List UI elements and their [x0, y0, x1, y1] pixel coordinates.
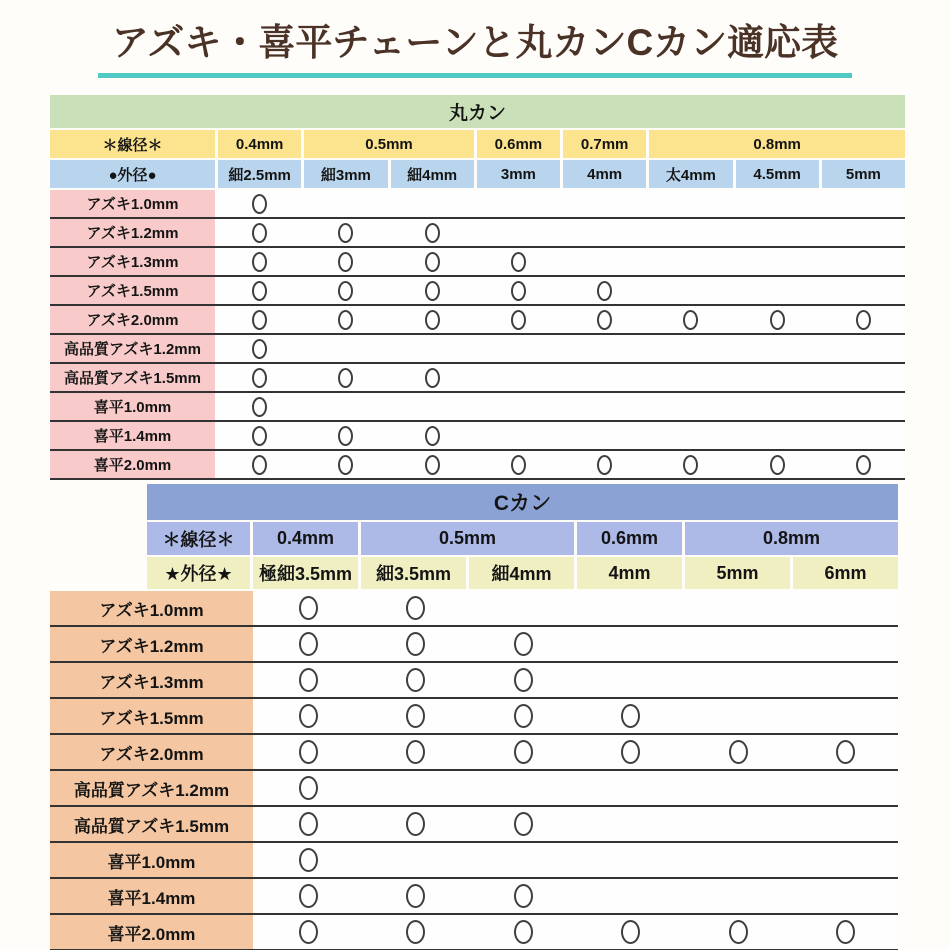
c-kan-compat-cell: [686, 735, 791, 769]
maru-kan-chain-row: [50, 248, 905, 277]
c-kan-chain-row: [50, 807, 898, 843]
circle-mark: [511, 281, 526, 301]
maru-kan-compat-cell: [391, 190, 474, 217]
circle-mark: [252, 397, 267, 417]
circle-mark: [729, 920, 748, 944]
c-kan-wire-size-cell: 0.6mm: [577, 522, 682, 555]
maru-kan-compat-cell: [563, 364, 646, 391]
c-kan-compat-cell: [686, 771, 791, 805]
c-kan-chain-row: [50, 663, 898, 699]
maru-kan-chain-row: [50, 422, 905, 451]
circle-mark: [338, 368, 353, 388]
maru-kan-compat-cell: [822, 219, 905, 246]
c-kan-compat-cell: [471, 807, 576, 841]
c-kan-compat-cell: [579, 879, 684, 913]
c-kan-compat-cell: [471, 663, 576, 697]
maru-kan-compat-cell: [736, 422, 819, 449]
maru-kan-outer-size-cell: 細2.5mm: [218, 160, 301, 188]
maru-kan-compat-cell: [563, 422, 646, 449]
circle-mark: [425, 455, 440, 475]
c-kan-chain-row: [50, 915, 898, 950]
c-kan-compat-cell: [579, 843, 684, 877]
c-kan-chain-label: 喜平1.4mm: [50, 879, 253, 913]
maru-kan-outer-size-cell: 4mm: [563, 160, 646, 188]
maru-kan-outer-size-cell: 太4mm: [649, 160, 732, 188]
maru-kan-compat-cell: [218, 277, 301, 304]
c-kan-wire-size-cell: 0.8mm: [685, 522, 898, 555]
maru-kan-compat-cell: [649, 393, 732, 420]
c-kan-outer-diameter-row: [147, 557, 898, 589]
maru-kan-wire-size-cell: 0.8mm: [649, 130, 905, 158]
maru-kan-chain-row: [50, 190, 905, 219]
c-kan-chain-label: 喜平1.0mm: [50, 843, 253, 877]
maru-kan-chain-label: アズキ2.0mm: [50, 306, 215, 333]
maru-kan-compat-cell: [736, 248, 819, 275]
circle-mark: [252, 310, 267, 330]
c-kan-compat-cell: [471, 915, 576, 949]
maru-kan-wire-diameter-row: [50, 130, 905, 158]
c-kan-chain-row: [50, 771, 898, 807]
maru-kan-chain-row: [50, 306, 905, 335]
maru-kan-wire-size-cell: 0.4mm: [218, 130, 301, 158]
maru-kan-compat-cell: [304, 277, 387, 304]
c-kan-chain-row: [50, 699, 898, 735]
c-kan-compat-cell: [579, 735, 684, 769]
page-title: アズキ・喜平チェーンと丸カンCカン適応表: [98, 12, 852, 78]
c-kan-compat-cell: [364, 807, 469, 841]
maru-kan-compat-cell: [218, 248, 301, 275]
circle-mark: [425, 368, 440, 388]
maru-kan-compat-cell: [304, 219, 387, 246]
maru-kan-compat-cell: [304, 422, 387, 449]
maru-kan-compat-cell: [218, 306, 301, 333]
maru-kan-compat-cell: [822, 306, 905, 333]
c-kan-compat-cell: [471, 591, 576, 625]
maru-kan-compat-cell: [304, 451, 387, 478]
c-kan-compat-cell: [579, 771, 684, 805]
circle-mark: [425, 252, 440, 272]
c-kan-compat-cell: [256, 915, 361, 949]
maru-kan-compat-cell: [649, 335, 732, 362]
c-kan-chain-row: [50, 591, 898, 627]
title-wrap: [0, 12, 950, 78]
maru-kan-compat-cell: [218, 422, 301, 449]
maru-kan-chain-row: [50, 393, 905, 422]
maru-kan-compat-cell: [304, 335, 387, 362]
maru-kan-outer-diameter-row: [50, 160, 905, 188]
circle-mark: [406, 668, 425, 692]
maru-kan-compat-cell: [304, 393, 387, 420]
c-kan-compat-cell: [364, 591, 469, 625]
c-kan-compat-cell: [794, 699, 899, 733]
circle-mark: [252, 455, 267, 475]
circle-mark: [252, 339, 267, 359]
maru-kan-compat-cell: [218, 393, 301, 420]
maru-kan-chain-label: アズキ1.2mm: [50, 219, 215, 246]
circle-mark: [511, 252, 526, 272]
c-kan-compat-cell: [256, 699, 361, 733]
circle-mark: [299, 812, 318, 836]
maru-kan-chain-row: [50, 277, 905, 306]
maru-kan-compat-cell: [477, 451, 560, 478]
circle-mark: [597, 281, 612, 301]
c-kan-compat-cell: [256, 843, 361, 877]
c-kan-compat-cell: [579, 663, 684, 697]
maru-kan-chain-row: [50, 335, 905, 364]
circle-mark: [770, 455, 785, 475]
maru-kan-compat-cell: [649, 306, 732, 333]
c-kan-wire-size-cell: 0.5mm: [361, 522, 574, 555]
c-kan-chain-label: 喜平2.0mm: [50, 915, 253, 949]
maru-kan-compat-cell: [563, 451, 646, 478]
c-kan-compat-cell: [256, 627, 361, 661]
circle-mark: [299, 596, 318, 620]
maru-kan-compat-cell: [391, 422, 474, 449]
maru-kan-compat-cell: [822, 277, 905, 304]
maru-kan-compat-cell: [218, 364, 301, 391]
maru-kan-compat-cell: [649, 219, 732, 246]
circle-mark: [252, 194, 267, 214]
maru-kan-compat-cell: [563, 335, 646, 362]
c-kan-compat-cell: [794, 663, 899, 697]
circle-mark: [425, 310, 440, 330]
maru-kan-compat-cell: [477, 248, 560, 275]
c-kan-wire-diameter-label: ＊線径＊: [147, 522, 250, 555]
c-kan-compat-cell: [471, 879, 576, 913]
c-kan-compat-cell: [579, 699, 684, 733]
c-kan-chain-label: アズキ1.5mm: [50, 699, 253, 733]
c-kan-compat-cell: [364, 843, 469, 877]
c-kan-compat-cell: [471, 627, 576, 661]
c-kan-outer-size-cell: 6mm: [793, 557, 898, 589]
maru-kan-chain-label: 喜平1.0mm: [50, 393, 215, 420]
maru-kan-wire-size-cell: 0.5mm: [304, 130, 474, 158]
c-kan-table-title: Cカン: [147, 484, 898, 520]
c-kan-chain-row: [50, 735, 898, 771]
circle-mark: [299, 632, 318, 656]
c-kan-compat-cell: [364, 879, 469, 913]
c-kan-compat-cell: [364, 627, 469, 661]
maru-kan-outer-size-cell: 4.5mm: [736, 160, 819, 188]
circle-mark: [856, 455, 871, 475]
circle-mark: [338, 310, 353, 330]
c-kan-wire-diameter-row: [147, 522, 898, 555]
c-kan-compat-cell: [579, 915, 684, 949]
c-kan-compat-cell: [794, 879, 899, 913]
maru-kan-compat-cell: [822, 364, 905, 391]
maru-kan-compat-cell: [563, 219, 646, 246]
c-kan-compat-cell: [364, 735, 469, 769]
circle-mark: [252, 426, 267, 446]
maru-kan-compat-cell: [477, 364, 560, 391]
c-kan-compat-cell: [794, 771, 899, 805]
maru-kan-compat-cell: [736, 277, 819, 304]
maru-kan-compat-cell: [477, 393, 560, 420]
maru-kan-compat-cell: [218, 219, 301, 246]
maru-kan-compat-cell: [391, 364, 474, 391]
c-kan-compat-cell: [794, 843, 899, 877]
maru-kan-table-title: 丸カン: [50, 95, 905, 128]
circle-mark: [425, 426, 440, 446]
maru-kan-compat-cell: [477, 277, 560, 304]
circle-mark: [406, 632, 425, 656]
circle-mark: [406, 812, 425, 836]
circle-mark: [836, 740, 855, 764]
c-kan-header-block: [147, 484, 898, 589]
c-kan-compat-cell: [579, 807, 684, 841]
maru-kan-chain-row: [50, 219, 905, 248]
circle-mark: [729, 740, 748, 764]
circle-mark: [514, 632, 533, 656]
c-kan-compat-cell: [686, 843, 791, 877]
circle-mark: [836, 920, 855, 944]
maru-kan-compat-cell: [391, 451, 474, 478]
circle-mark: [299, 740, 318, 764]
circle-mark: [406, 884, 425, 908]
maru-kan-wire-diameter-label: ＊線径＊: [50, 130, 215, 158]
c-kan-chain-label: アズキ1.2mm: [50, 627, 253, 661]
c-kan-compat-cell: [686, 807, 791, 841]
maru-kan-compat-cell: [563, 248, 646, 275]
c-kan-table-body: [50, 591, 898, 950]
maru-kan-wire-size-cell: 0.6mm: [477, 130, 560, 158]
maru-kan-compat-cell: [304, 306, 387, 333]
c-kan-outer-size-cell: 極細3.5mm: [253, 557, 358, 589]
circle-mark: [252, 252, 267, 272]
circle-mark: [299, 704, 318, 728]
circle-mark: [299, 848, 318, 872]
c-kan-outer-size-cell: 細3.5mm: [361, 557, 466, 589]
maru-kan-chain-label: 喜平1.4mm: [50, 422, 215, 449]
circle-mark: [514, 704, 533, 728]
maru-kan-compat-cell: [391, 393, 474, 420]
c-kan-compat-cell: [256, 807, 361, 841]
maru-kan-table-body: [50, 190, 905, 480]
circle-mark: [511, 455, 526, 475]
maru-kan-compat-cell: [736, 364, 819, 391]
c-kan-compat-cell: [686, 591, 791, 625]
c-kan-compat-cell: [364, 663, 469, 697]
maru-kan-compat-cell: [822, 248, 905, 275]
c-kan-compat-cell: [364, 915, 469, 949]
maru-kan-compat-cell: [736, 306, 819, 333]
maru-kan-compat-cell: [649, 422, 732, 449]
maru-kan-compat-cell: [391, 306, 474, 333]
maru-kan-compat-cell: [563, 306, 646, 333]
c-kan-compat-cell: [471, 843, 576, 877]
maru-kan-chain-row: [50, 451, 905, 480]
circle-mark: [299, 920, 318, 944]
c-kan-compat-cell: [256, 591, 361, 625]
circle-mark: [252, 281, 267, 301]
maru-kan-compat-cell: [477, 219, 560, 246]
maru-kan-compat-cell: [822, 451, 905, 478]
maru-kan-wire-size-cell: 0.7mm: [563, 130, 646, 158]
c-kan-chain-row: [50, 879, 898, 915]
maru-kan-compat-cell: [736, 190, 819, 217]
c-kan-chain-row: [50, 843, 898, 879]
c-kan-compat-cell: [794, 735, 899, 769]
circle-mark: [856, 310, 871, 330]
maru-kan-outer-size-cell: 細4mm: [391, 160, 474, 188]
maru-kan-compat-cell: [304, 364, 387, 391]
c-kan-compat-cell: [794, 915, 899, 949]
maru-kan-compat-cell: [736, 219, 819, 246]
maru-kan-compat-cell: [391, 219, 474, 246]
maru-kan-chain-label: アズキ1.3mm: [50, 248, 215, 275]
maru-kan-chain-label: 高品質アズキ1.2mm: [50, 335, 215, 362]
c-kan-compat-cell: [686, 699, 791, 733]
c-kan-compat-cell: [686, 879, 791, 913]
c-kan-chain-label: アズキ1.3mm: [50, 663, 253, 697]
maru-kan-compat-cell: [649, 364, 732, 391]
circle-mark: [514, 812, 533, 836]
circle-mark: [338, 426, 353, 446]
circle-mark: [299, 776, 318, 800]
maru-kan-outer-size-cell: 3mm: [477, 160, 560, 188]
maru-kan-compat-cell: [736, 393, 819, 420]
c-kan-chain-label: アズキ1.0mm: [50, 591, 253, 625]
maru-kan-compat-cell: [391, 335, 474, 362]
maru-kan-chain-label: アズキ1.0mm: [50, 190, 215, 217]
maru-kan-chain-label: アズキ1.5mm: [50, 277, 215, 304]
c-kan-compat-cell: [256, 735, 361, 769]
c-kan-compat-cell: [794, 807, 899, 841]
maru-kan-compat-cell: [563, 190, 646, 217]
maru-kan-compat-cell: [391, 248, 474, 275]
circle-mark: [406, 704, 425, 728]
maru-kan-compat-cell: [822, 393, 905, 420]
c-kan-table: [50, 484, 898, 950]
circle-mark: [683, 310, 698, 330]
maru-kan-compat-cell: [563, 277, 646, 304]
circle-mark: [252, 223, 267, 243]
maru-kan-compat-cell: [218, 190, 301, 217]
circle-mark: [299, 668, 318, 692]
circle-mark: [511, 310, 526, 330]
c-kan-compat-cell: [471, 699, 576, 733]
c-kan-compat-cell: [364, 699, 469, 733]
c-kan-chain-label: 高品質アズキ1.5mm: [50, 807, 253, 841]
circle-mark: [338, 455, 353, 475]
c-kan-compat-cell: [686, 627, 791, 661]
circle-mark: [597, 455, 612, 475]
maru-kan-compat-cell: [822, 335, 905, 362]
c-kan-compat-cell: [364, 771, 469, 805]
c-kan-chain-label: 高品質アズキ1.2mm: [50, 771, 253, 805]
circle-mark: [338, 252, 353, 272]
c-kan-outer-diameter-label: ★外径★: [147, 557, 250, 589]
circle-mark: [252, 368, 267, 388]
maru-kan-chain-label: 喜平2.0mm: [50, 451, 215, 478]
circle-mark: [299, 884, 318, 908]
maru-kan-compat-cell: [391, 277, 474, 304]
circle-mark: [770, 310, 785, 330]
circle-mark: [338, 223, 353, 243]
circle-mark: [425, 281, 440, 301]
circle-mark: [514, 920, 533, 944]
circle-mark: [683, 455, 698, 475]
circle-mark: [514, 740, 533, 764]
maru-kan-table: [50, 95, 905, 480]
c-kan-compat-cell: [686, 915, 791, 949]
c-kan-compat-cell: [579, 627, 684, 661]
maru-kan-compat-cell: [649, 190, 732, 217]
maru-kan-compat-cell: [736, 335, 819, 362]
maru-kan-compat-cell: [218, 451, 301, 478]
c-kan-compat-cell: [256, 879, 361, 913]
c-kan-outer-size-cell: 5mm: [685, 557, 790, 589]
maru-kan-compat-cell: [736, 451, 819, 478]
circle-mark: [425, 223, 440, 243]
circle-mark: [338, 281, 353, 301]
maru-kan-compat-cell: [304, 190, 387, 217]
maru-kan-compat-cell: [649, 248, 732, 275]
circle-mark: [621, 920, 640, 944]
circle-mark: [406, 596, 425, 620]
c-kan-compat-cell: [471, 771, 576, 805]
circle-mark: [621, 740, 640, 764]
c-kan-compat-cell: [794, 627, 899, 661]
maru-kan-compat-cell: [477, 422, 560, 449]
maru-kan-outer-size-cell: 細3mm: [304, 160, 387, 188]
c-kan-outer-size-cell: 4mm: [577, 557, 682, 589]
circle-mark: [406, 920, 425, 944]
circle-mark: [406, 740, 425, 764]
maru-kan-compat-cell: [822, 422, 905, 449]
maru-kan-compat-cell: [649, 451, 732, 478]
maru-kan-compat-cell: [477, 190, 560, 217]
c-kan-compat-cell: [794, 591, 899, 625]
c-kan-compat-cell: [686, 663, 791, 697]
maru-kan-compat-cell: [477, 335, 560, 362]
c-kan-compat-cell: [256, 663, 361, 697]
c-kan-wire-size-cell: 0.4mm: [253, 522, 358, 555]
maru-kan-chain-label: 高品質アズキ1.5mm: [50, 364, 215, 391]
maru-kan-compat-cell: [563, 393, 646, 420]
maru-kan-compat-cell: [649, 277, 732, 304]
maru-kan-outer-size-cell: 5mm: [822, 160, 905, 188]
maru-kan-chain-row: [50, 364, 905, 393]
c-kan-compat-cell: [471, 735, 576, 769]
circle-mark: [621, 704, 640, 728]
maru-kan-outer-diameter-label: ●外径●: [50, 160, 215, 188]
c-kan-chain-label: アズキ2.0mm: [50, 735, 253, 769]
maru-kan-compat-cell: [822, 190, 905, 217]
c-kan-outer-size-cell: 細4mm: [469, 557, 574, 589]
c-kan-compat-cell: [256, 771, 361, 805]
c-kan-compat-cell: [579, 591, 684, 625]
circle-mark: [514, 884, 533, 908]
c-kan-chain-row: [50, 627, 898, 663]
maru-kan-compat-cell: [304, 248, 387, 275]
maru-kan-compat-cell: [218, 335, 301, 362]
maru-kan-compat-cell: [477, 306, 560, 333]
circle-mark: [514, 668, 533, 692]
circle-mark: [597, 310, 612, 330]
